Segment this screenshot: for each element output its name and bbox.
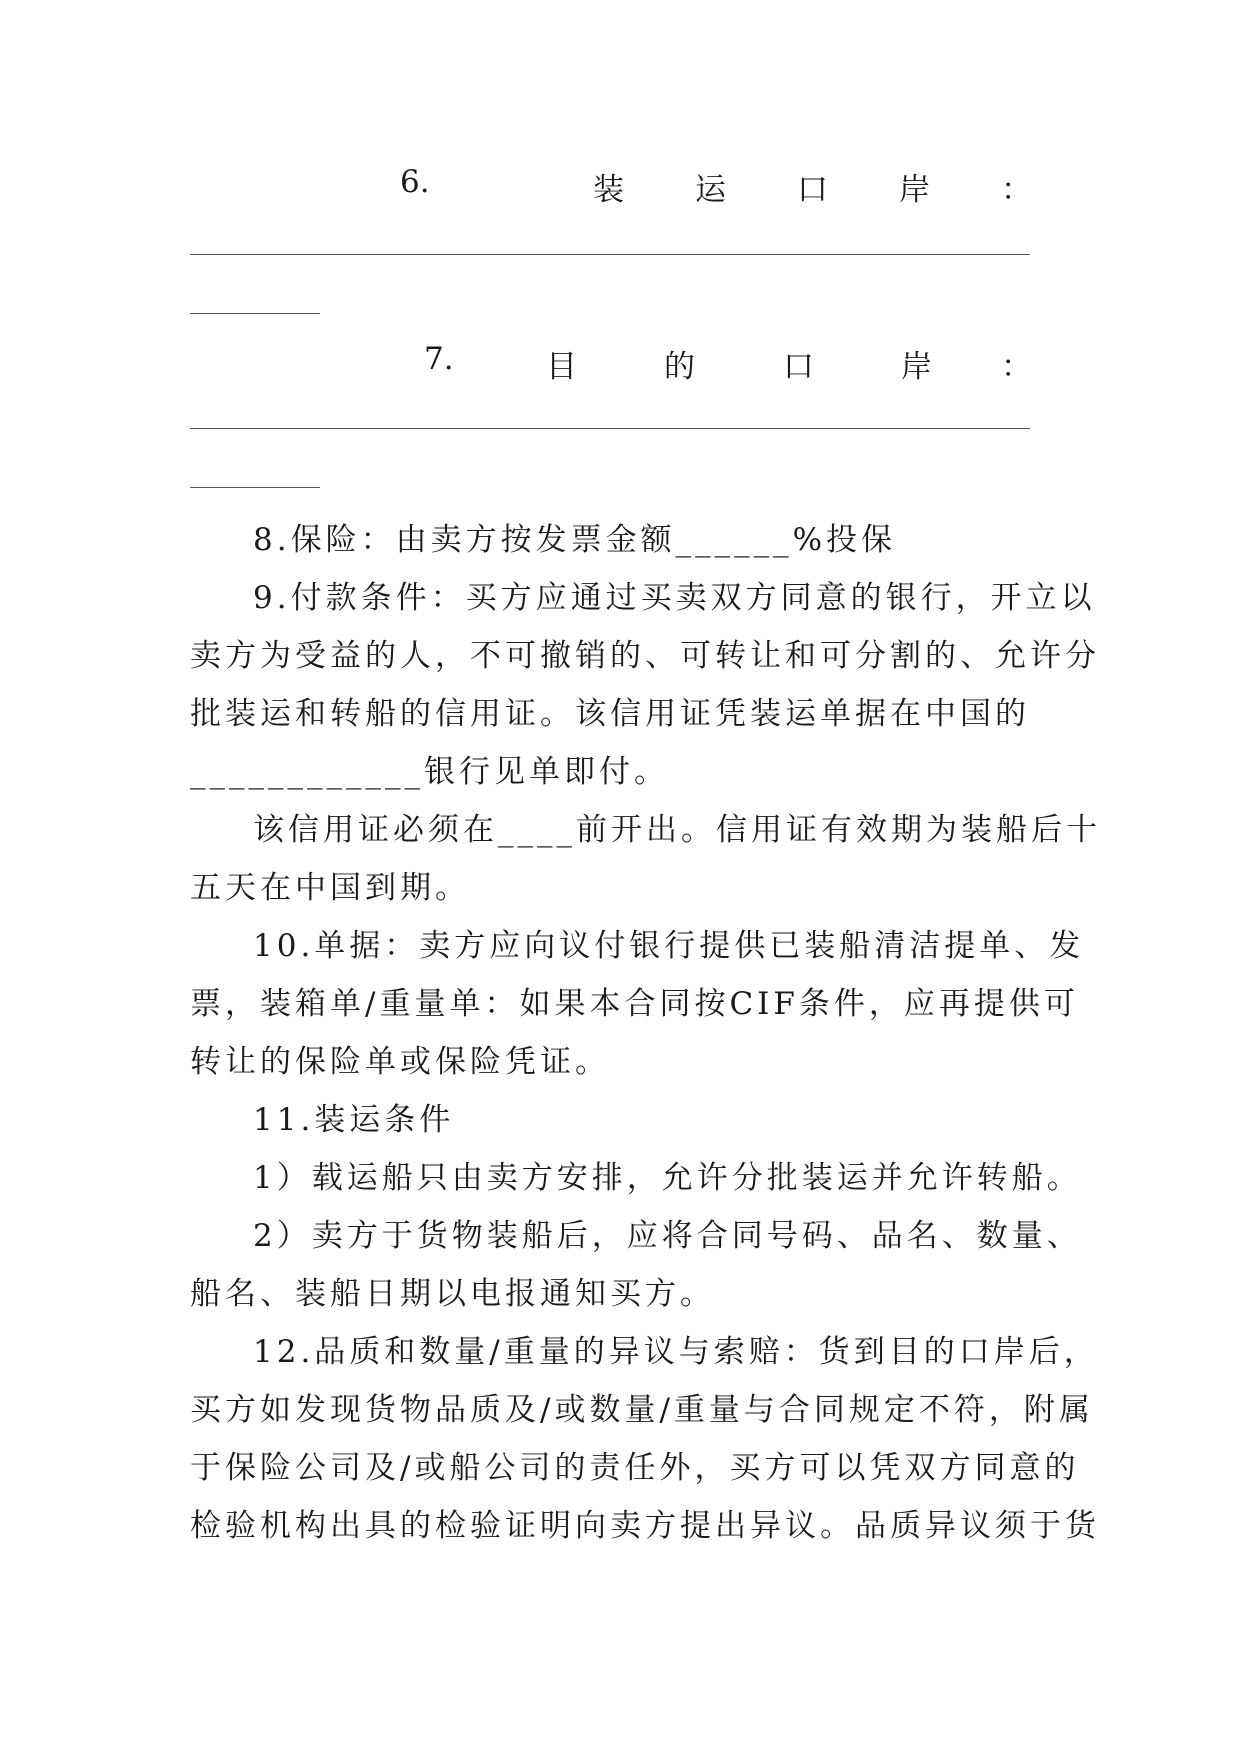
item7-blank-line-cont [190, 487, 320, 488]
item7-number: 7. [424, 341, 454, 377]
item6-char-2: 运 [695, 172, 726, 208]
item12-claims-line4: 检验机构出具的检验证明向卖方提出异议。品质异议须于货 [190, 1508, 1100, 1544]
credit-validity-line1: 该信用证必须在____前开出。信用证有效期为装船后十 [253, 812, 1101, 848]
item10-documents-line3: 转让的保险单或保险凭证。 [190, 1044, 610, 1080]
item6-colon: ： [1001, 172, 1032, 208]
item11-clause2-line2: 船名、装船日期以电报通知买方。 [190, 1276, 715, 1312]
item7-char-3: 口 [783, 349, 814, 385]
item7-blank-line [190, 428, 1030, 429]
item11-clause2-line1: 2）卖方于货物装船后，应将合同号码、品名、数量、 [253, 1218, 1082, 1254]
item11-shipping-heading: 11.装运条件 [253, 1102, 455, 1138]
item12-claims-line1: 12.品质和数量/重量的异议与索赔：货到目的口岸后， [253, 1334, 1099, 1370]
item6-char-4: 岸 [899, 172, 930, 208]
item7-char-2: 的 [664, 349, 695, 385]
item6-number: 6. [400, 164, 430, 200]
item6-blank-line [190, 254, 1030, 255]
item9-payment-line4: ____________银行见单即付。 [190, 754, 669, 790]
credit-validity-line2: 五天在中国到期。 [190, 870, 470, 906]
item10-documents-line1: 10.单据：卖方应向议付银行提供已装船清洁提单、发 [253, 928, 1085, 964]
item8-insurance: 8.保险：由卖方按发票金额______%投保 [253, 522, 897, 558]
item6-char-1: 装 [593, 172, 624, 208]
item9-payment-line1: 9.付款条件：买方应通过买卖双方同意的银行，开立以 [253, 580, 1096, 616]
item11-clause1: 1）载运船只由卖方安排，允许分批装运并允许转船。 [253, 1160, 1082, 1196]
item7-char-1: 目 [546, 349, 577, 385]
item9-payment-line3: 批装运和转船的信用证。该信用证凭装运单据在中国的 [190, 696, 1030, 732]
item9-payment-line2: 卖方为受益的人，不可撤销的、可转让和可分割的、允许分 [190, 638, 1100, 674]
item7-char-4: 岸 [901, 349, 932, 385]
item10-documents-line2: 票，装箱单/重量单：如果本合同按CIF条件，应再提供可 [190, 986, 1079, 1022]
item6-char-3: 口 [797, 172, 828, 208]
item7-colon: ： [1001, 349, 1032, 385]
item12-claims-line3: 于保险公司及/或船公司的责任外，买方可以凭双方同意的 [190, 1450, 1080, 1486]
item6-blank-line-cont [190, 313, 320, 314]
item12-claims-line2: 买方如发现货物品质及/或数量/重量与合同规定不符，附属 [190, 1392, 1094, 1428]
